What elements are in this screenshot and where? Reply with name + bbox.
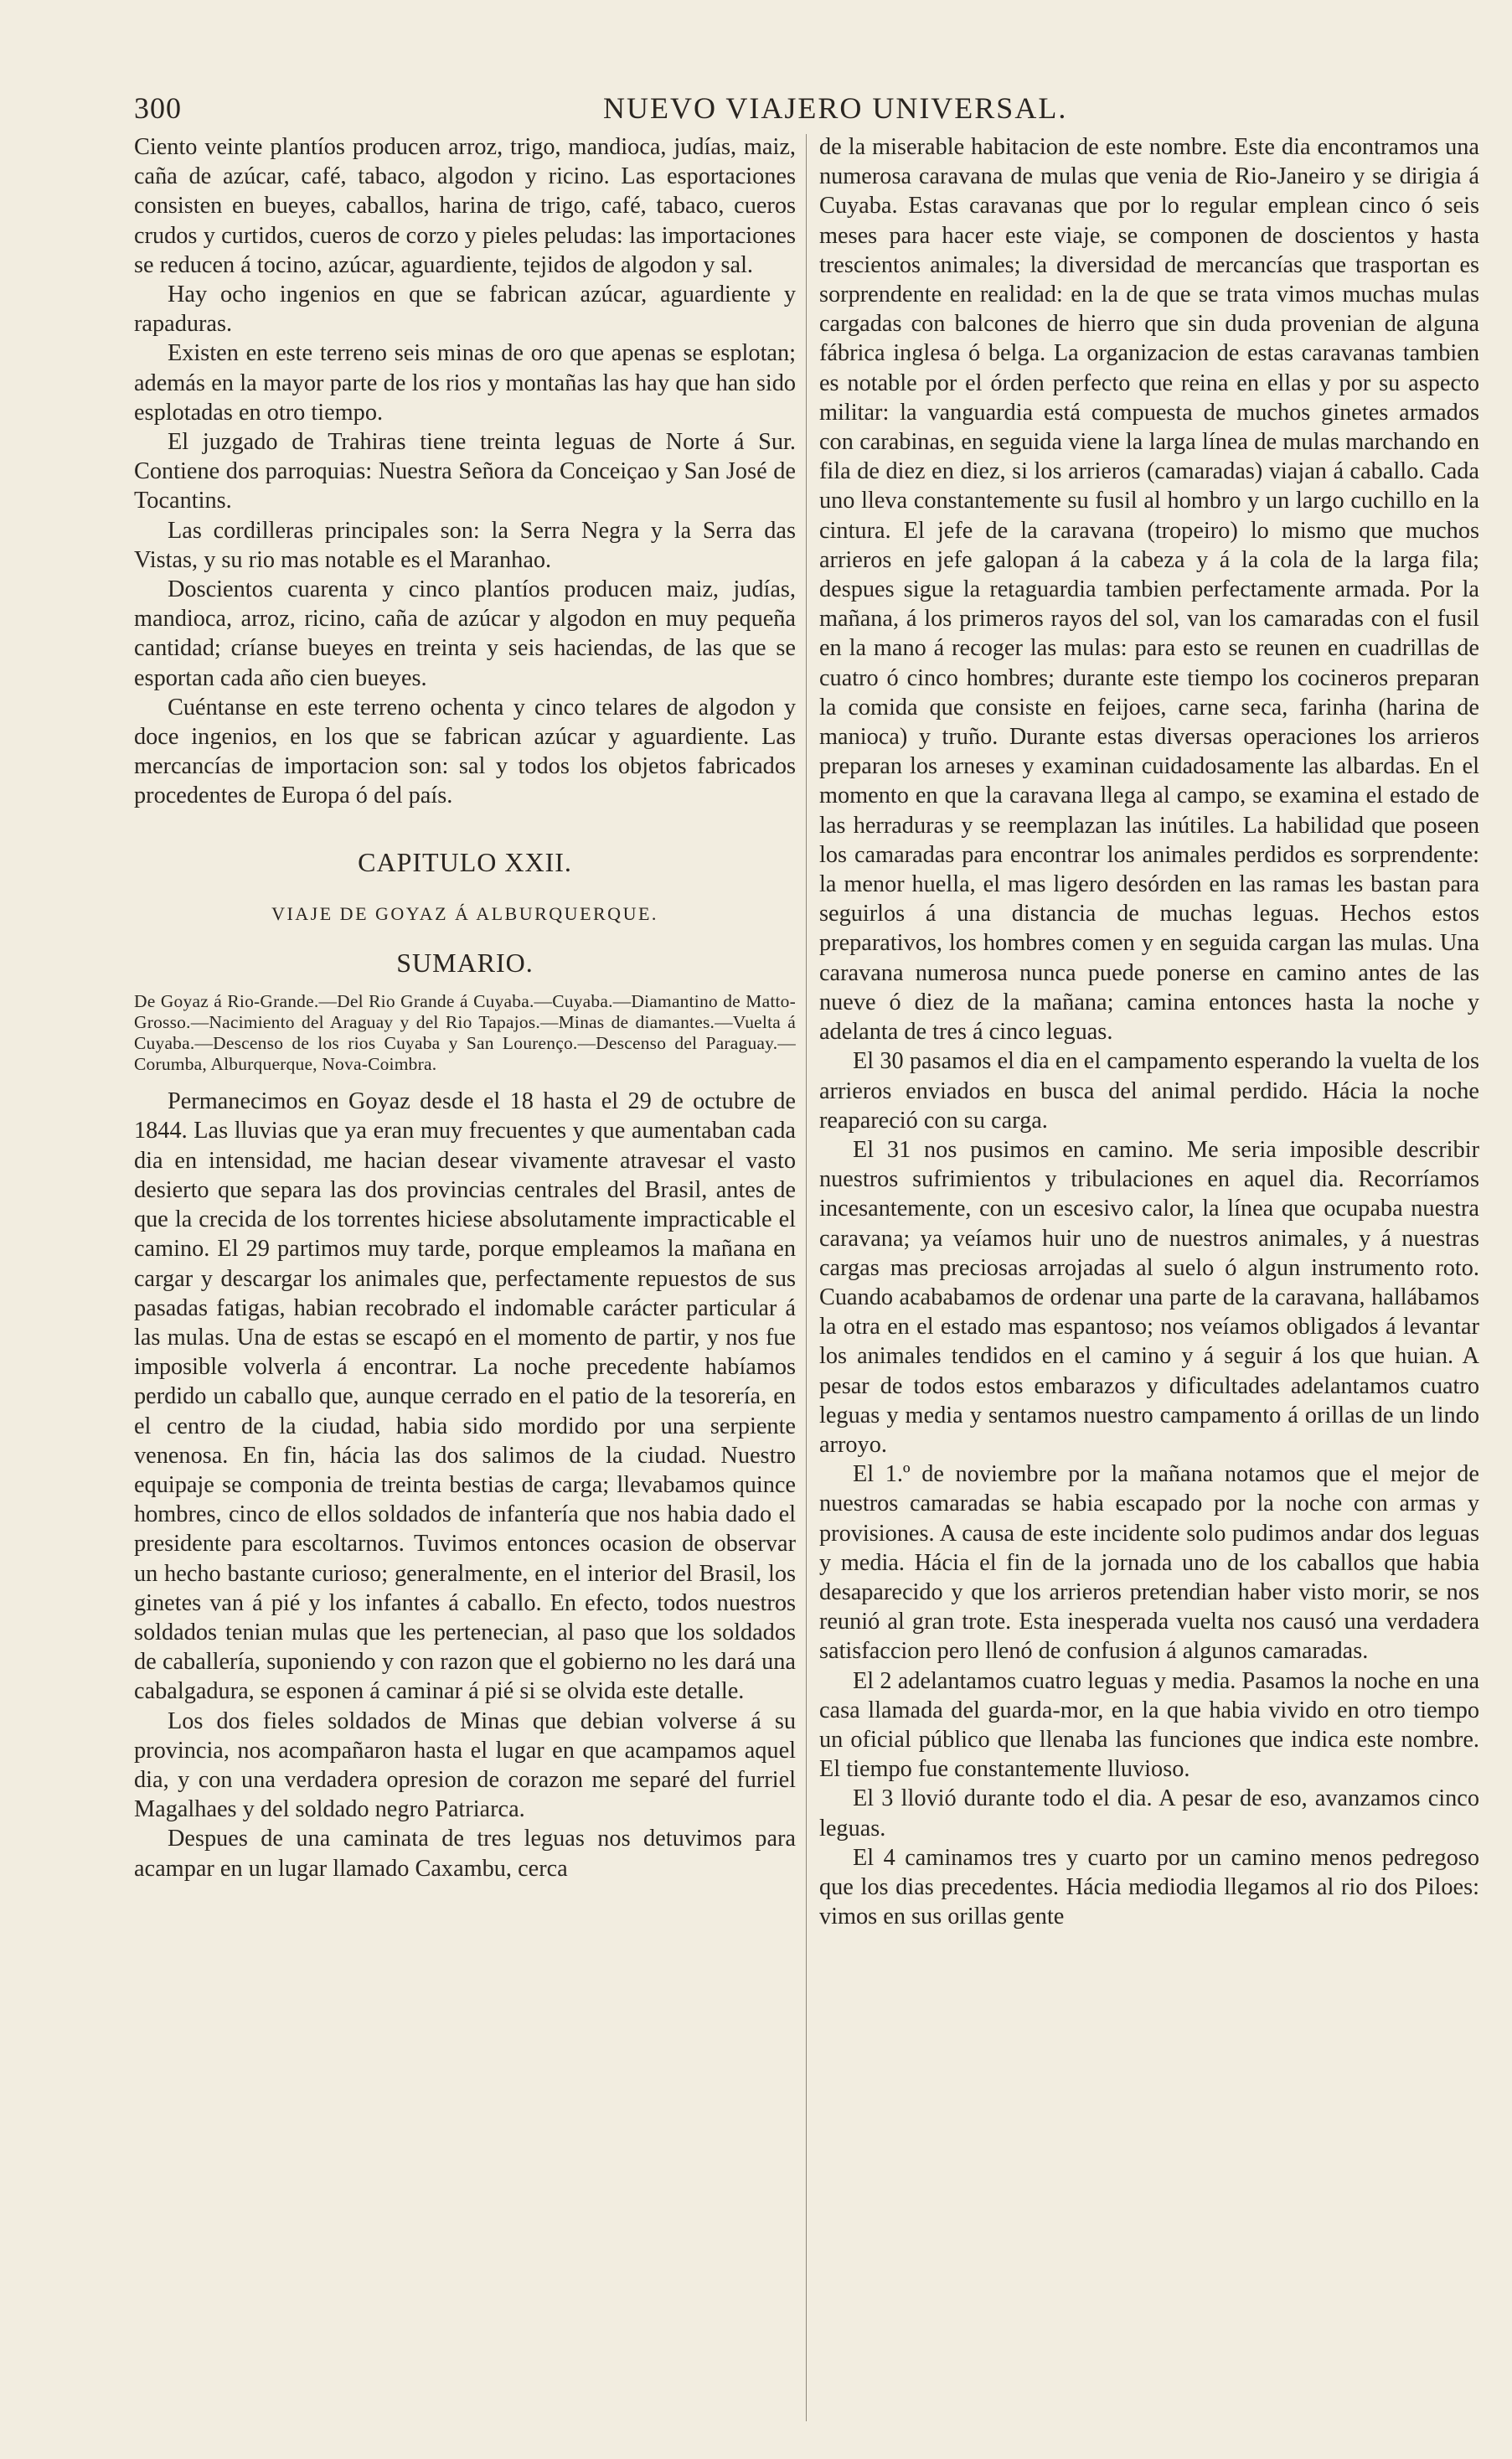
left-column xyxy=(134,132,796,2428)
page-header xyxy=(134,90,1474,129)
paragraph: Cuéntanse en este terreno ochenta y cinco telares de algodon y doce ingenios, en los que se fabrican azúcar y aguardiente. Las mercancías de importacion son: sal y todos los objetos fabricados procedentes de Europa ó del país. xyxy=(134,694,796,809)
chapter-subtitle: VIAJE DE GOYAZ Á ALBURQUERQUE. xyxy=(271,902,658,924)
paragraph: El 31 nos pusimos en camino. Me seria imposible describir nuestros sufrimientos y tribulaciones en aquel dia. Recorríamos incesantemente, con un escesivo calor, la línea que ocupaba nuestra caravana; ya veíamos huir uno de nuestros animales, y á nuestras cargas mas preciosas arrojadas al suelo ó algun instrumento roto. Cuando acababamos de ordenar una parte de la caravana, hallábamos la otra en el estado mas espantoso; nos veíamos obligados á levantar los animales tendidos en el camino y á seguir á los que huian. A pesar de todos estos embarazos y dificultades adelantamos cuatro leguas y media y sentamos nuestro campamento á orillas de un lindo arroyo. xyxy=(819,1136,1479,1458)
page-number: 300 xyxy=(134,91,182,125)
right-column xyxy=(819,132,1479,2428)
paragraph: Permanecimos en Goyaz desde el 18 hasta el 29 de octubre de 1844. Las lluvias que ya eran muy frecuentes y que aumentaban cada dia en intensidad, me hacian desear vivamente atravesar el vasto desierto que separa las dos provincias centrales del Brasil, antes de que la crecida de los torrentes hiciese absolutamente impracticable el camino. El 29 partimos muy tarde, porque empleamos la mañana en cargar y descargar los animales que, perfectamente repuestos de sus pasadas fatigas, habian recobrado el indomable carácter particular á las mulas. Una de estas se escapó en el momento de partir, y nos fue imposible volverla á encontrar. La noche precedente habíamos perdido un caballo que, aunque cerrado en el patio de la tesorería, en el centro de la ciudad, habia sido mordido por una serpiente venenosa. En fin, hácia las dos salimos de la ciudad. Nuestro equipaje se componia de treinta bestias de carga; llevabamos quince hombres, cinco de ellos soldados de infantería que nos habia dado el presidente para escoltarnos. Tuvimos entonces ocasion de observar un hecho bastante curioso; generalmente, en el interior del Brasil, los ginetes van á pié y los infantes á caballo. En efecto, todos nuestros soldados tenian mulas que les pertenecian, al paso que los soldados de caballería, suponiendo y con razon que el gobierno no les dará una cabalgadura, se esponen á caminar á pié si se olvida este detalle. xyxy=(134,1088,796,1705)
running-title: NUEVO VIAJERO UNIVERSAL. xyxy=(603,91,1068,125)
paragraph: Existen en este terreno seis minas de oro que apenas se esplotan; además en la mayor parte de los rios y montañas las hay que han sido esplotadas en otro tiempo. xyxy=(134,340,796,426)
paragraph: El 4 caminamos tres y cuarto por un camino menos pedregoso que los dias precedentes. Hácia mediodia llegamos al rio dos Piloes: vimos en sus orillas gente xyxy=(819,1844,1479,1930)
paragraph: El 1.º de noviembre por la mañana notamos que el mejor de nuestros camaradas se habia escapado por la noche con armas y provisiones. A causa de este incidente solo pudimos andar dos leguas y media. Hácia el fin de la jornada uno de los caballos que habia desaparecido y que los arrieros pretendian haber visto morir, se nos reunió al gran trote. Esta inesperada vuelta nos causó una verdadera satisfaccion pero llenó de confusion á algunos camaradas. xyxy=(819,1461,1479,1665)
paragraph: El 30 pasamos el dia en el campamento esperando la vuelta de los arrieros enviados en busca del animal perdido. Hácia la noche reapareció con su carga. xyxy=(819,1048,1479,1134)
paragraph: El 3 llovió durante todo el dia. A pesar de eso, avanzamos cinco leguas. xyxy=(819,1785,1479,1842)
paragraph: Despues de una caminata de tres leguas nos detuvimos para acampar en un lugar llamado Caxambu, cerca xyxy=(134,1826,796,1882)
paragraph: Las cordilleras principales son: la Serra Negra y la Serra das Vistas, y su rio mas notable es el Maranhao. xyxy=(134,517,796,573)
paragraph: Ciento veinte plantíos producen arroz, trigo, mandioca, judías, maiz, caña de azúcar, café, tabaco, algodon y ricino. Las esportaciones consisten en bueyes, caballos, harina de trigo, café, tabaco, cueros crudos y curtidos, cueros de corzo y pieles peludas: las importaciones se reducen á tocino, azúcar, aguardiente, tejidos de algodon y sal. xyxy=(134,134,796,278)
paragraph: Los dos fieles soldados de Minas que debian volverse á su provincia, nos acompañaron hasta el lugar en que acampamos aquel dia, y con una verdadera opresion de corazon me separé del furriel Magalhaes y del soldado negro Patriarca. xyxy=(134,1707,796,1823)
paragraph: Hay ocho ingenios en que se fabrican azúcar, aguardiente y rapaduras. xyxy=(134,282,796,338)
paragraph: Doscientos cuarenta y cinco plantíos producen maiz, judías, mandioca, arroz, ricino, caña de azúcar y algodon en muy pequeña cantidad; críanse bueyes en treinta y seis haciendas, de las que se esportan cada año cien bueyes. xyxy=(134,576,796,691)
column-divider xyxy=(806,134,807,2421)
summary-text: De Goyaz á Rio-Grande.—Del Rio Grande á Cuyaba.—Cuyaba.—Diamantino de Matto-Grosso.—Nacimiento del Araguay y del Rio Tapajos.—Minas de diamantes.—Vuelta á Cuyaba.—Descenso de los rios Cuyaba y San Lourenço.—Descenso del Paraguay.—Corumba, Alburquerque, Nova-Coimbra. xyxy=(134,991,796,1075)
summary-heading: SUMARIO. xyxy=(396,948,534,979)
paragraph: El 2 adelantamos cuatro leguas y media. Pasamos la noche en una casa llamada del guarda-mor, en la que habia vivido en otro tiempo un oficial público que llenaba las funciones que indica este nombre. El tiempo fue constantemente lluvioso. xyxy=(819,1667,1479,1783)
paragraph: El juzgado de Trahiras tiene treinta leguas de Norte á Sur. Contiene dos parroquias: Nuestra Señora da Conceiçao y San José de Tocantins. xyxy=(134,429,796,514)
paragraph: de la miserable habitacion de este nombre. Este dia encontramos una numerosa caravana de mulas que venia de Rio-Janeiro y se dirigia á Cuyaba. Estas caravanas que por lo regular emplean cinco ó seis meses para hacer este viaje, se componen de doscientos y hasta trescientos animales; la diversidad de mercancías que trasportan es sorprendente en realidad: en la de que se trata vimos muchas mulas cargadas con balcones de hierro que sin duda provenian de alguna fábrica inglesa ó belga. La organizacion de estas caravanas tambien es notable por el órden perfecto que reina en ellas y por su aspecto militar: la vanguardia está compuesta de muchos ginetes armados con carabinas, en seguida viene la larga línea de mulas marchando en fila de diez en diez, si los arrieros (camaradas) viajan á caballo. Cada uno lleva constantemente su fusil al hombro y un largo cuchillo en la cintura. El jefe de la caravana (tropeiro) lo mismo que muchos arrieros en jefe galopan á la cabeza y á la cola de la larga fila; despues sigue la retaguardia tambien perfectamente armada. Por la mañana, á los primeros rayos del sol, van los camaradas con el fusil en la mano á recoger las mulas: para esto se reunen en cuadrillas de cuatro ó cinco hombres; durante este tiempo los cocineros preparan la comida que consiste en feijoes, carne seca, farinha (harina de manioca) y truño. Durante estas diversas operaciones los arrieros preparan los arneses y examinan cuidadosamente las albardas. En el momento en que la caravana llega al campo, se examina el estado de las herraduras y se reemplazan las inútiles. La habilidad que poseen los camaradas para encontrar los animales perdidos es sorprendente: la menor huella, el mas ligero desórden en las ramas les bastan para seguirlos á una distancia de muchas leguas. Hechos estos preparativos, los hombres comen y en seguida cargan las mulas. Una caravana numerosa nunca puede ponerse en camino antes de las nueve ó diez de la mañana; camina entonces hasta la noche y adelanta de tres á cinco leguas. xyxy=(819,134,1479,1046)
chapter-title: CAPITULO XXII. xyxy=(358,846,572,877)
